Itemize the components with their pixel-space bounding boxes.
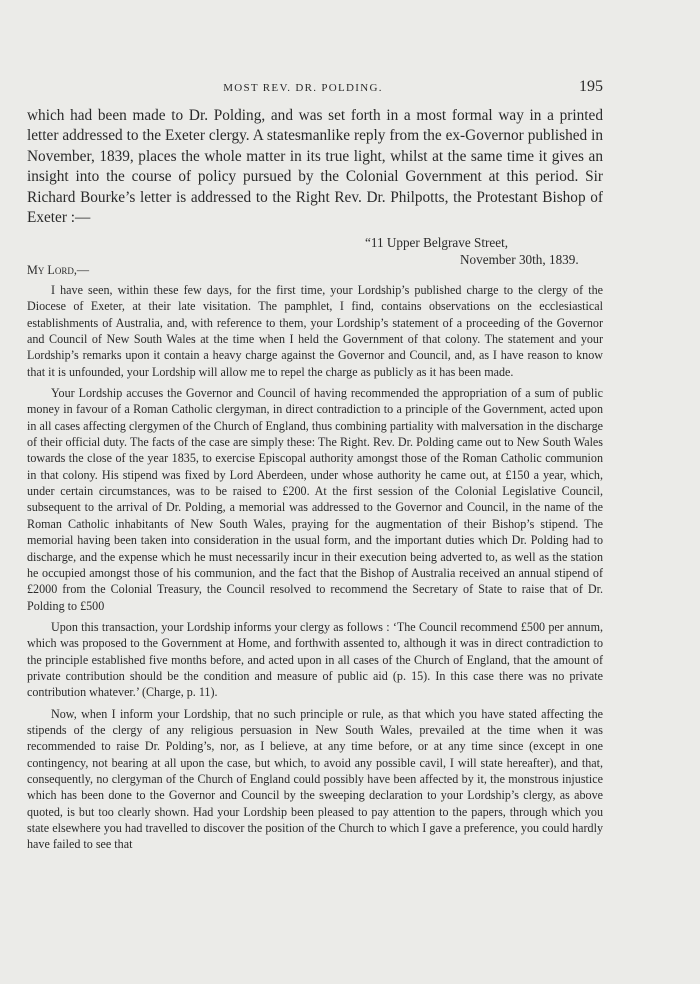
intro-paragraph: [27, 106, 603, 228]
running-title: MOST REV. DR. POLDING.: [223, 82, 383, 94]
letter-body: [27, 282, 603, 858]
page-header: [27, 78, 603, 96]
intro-text: which had been made to Dr. Polding, and was set forth in a most formal way in a printed letter addressed to the Exeter clergy. A statesmanlike reply from the ex-Governor published in November, 1839, places the whole matter in its true light, whilst at the same time it gives an insight into the course of policy pursued by the Colonial Government at this period. Sir Richard Bourke’s letter is addressed to the Right Rev. Dr. Philpotts, the Protestant Bishop of Exeter :—: [27, 107, 603, 227]
salutation: My Lord,—: [27, 263, 90, 277]
letter-paragraph: Now, when I inform your Lordship, that no such principle or rule, as that which you have stated affecting the stipends of the clergy of any religious persuasion in New South Wales, prevailed at the time when it was recommended to raise Dr. Polding’s, nor, as I believe, at any time before, or at any time since (except in one contingency, not bearing at all upon the case, but which, to avoid any possible cavil, I will state hereafter), and that, consequently, no clergyman of the Church of England could possibly have been affected by it, the monstrous injustice which has been done to the Governor and Council by the sweeping declaration to your Lordship’s clergy, as above quoted, is but too clearly shown. Had your Lordship been pleased to pay attention to the papers, through which you state elsewhere you had travelled to discover the position of the Church to which I gave a preference, you could hardly have failed to see that: [27, 706, 603, 852]
address-street: “11 Upper Belgrave Street,: [365, 235, 509, 250]
letter-paragraph: I have seen, within these few days, for the first time, your Lordship’s published charge to the clergy of the Diocese of Exeter, at their late visitation. The pamphlet, I find, contains observations on the ecclesiastical establishments of Australia, and, with reference to them, your Lordship’s statement of a proceeding of the Governor and Council of New South Wales at the time when I held the Government of that colony. The statement and your Lordship’s remarks upon it contain a heavy charge against the Governor and Council, and, as I have reason to know that it is unfounded, your Lordship will allow me to repel the charge as publicly as it has been made.: [27, 283, 603, 379]
letter-address: [27, 234, 603, 268]
letter-paragraph: Your Lordship accuses the Governor and Council of having recommended the appropriation of a sum of public money in favour of a Roman Catholic clergyman, in direct contradiction to a principle of the Government, acted upon in all cases affecting clergymen of the Church of England, thus combining partiality with malversation in the discharge of their official duty. The facts of the case are simply these: The Right. Rev. Dr. Polding came out to New South Wales towards the close of the year 1835, to exercise Episcopal authority amongst those of the Roman Catholic communion in that colony. His stipend was fixed by Lord Aberdeen, under whose authority he came out, at £150 a year, which, under certain circumstances, was to be raised to £200. At the first session of the Colonial Legislative Council, subsequent to the arrival of Dr. Polding, a memorial was addressed to the Governor and Council, in the name of the Roman Catholic inhabitants of New South Wales, praying for the augmentation of their Bishop’s stipend. The memorial having been taken into consideration in the usual form, and the important duties which Dr. Polding had to discharge, and the expense which he must necessarily incur in their execution being adverted to, as well as the station he occupied amongst those of his communion, and the fact that the Bishop of Australia received an annual stipend of £2000 from the Colonial Treasury, the Council resolved to recommend the Secretary of State to raise that of Dr. Polding to £500: [27, 386, 603, 613]
page-number: 195: [579, 78, 603, 95]
letter-paragraph: Upon this transaction, your Lordship informs your clergy as follows : ‘The Council recommend £500 per annum, which was proposed to the Government at Home, and forthwith assented to, although it was in direct contradiction to the principle established five months before, and acted upon in all cases of the Church of England, that the amount of private contribution should be the condition and measure of public aid (p. 15). In this case there was no private contribution whatever.’ (Charge, p. 11).: [27, 619, 603, 700]
address-date: November 30th, 1839.: [460, 252, 579, 267]
